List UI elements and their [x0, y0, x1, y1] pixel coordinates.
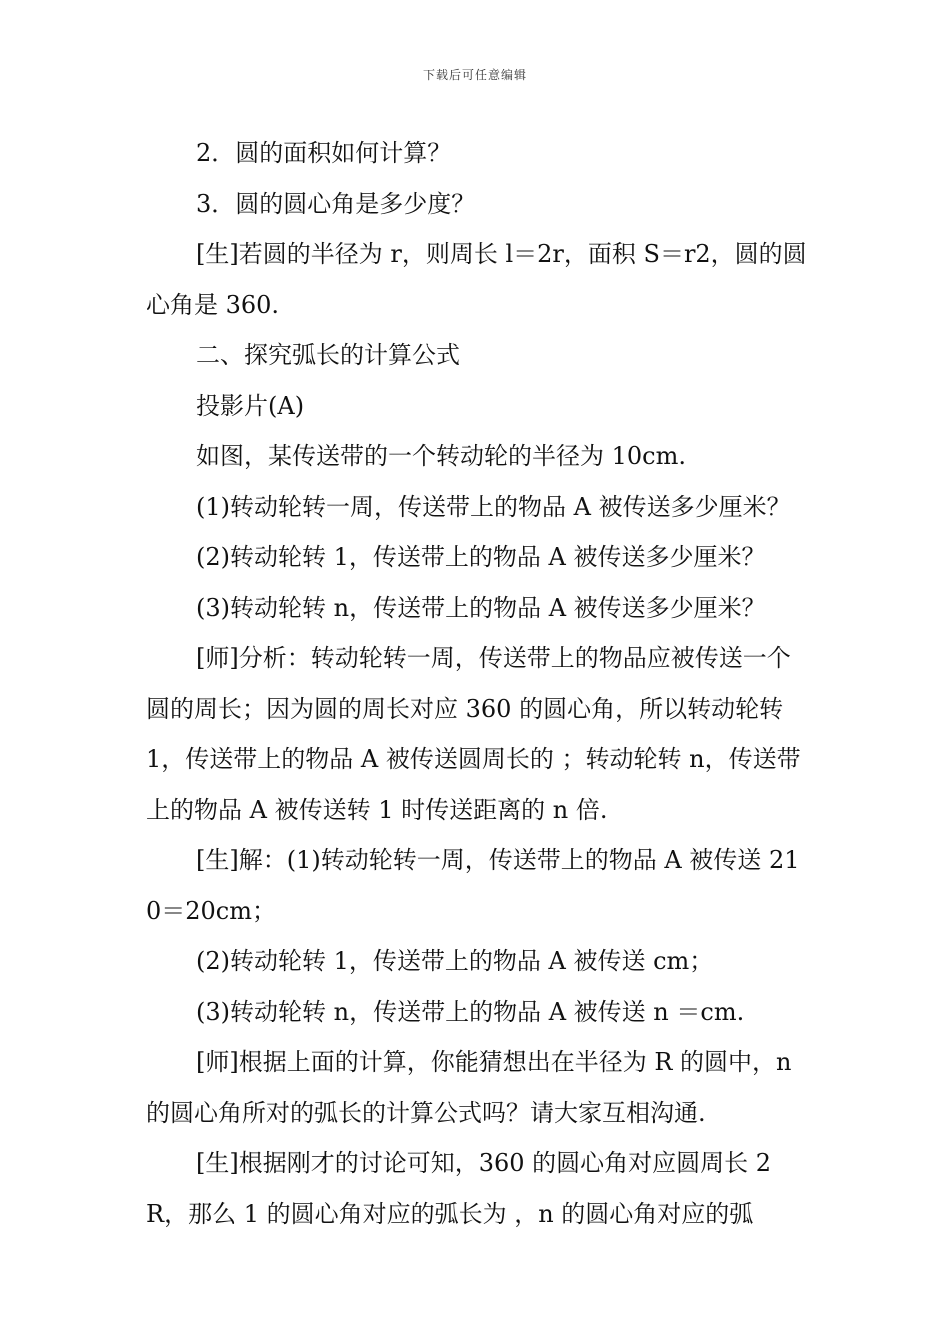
paragraph: 3．圆的圆心角是多少度？ [196, 189, 476, 218]
page-header-note: 下载后可任意编辑 [422, 68, 527, 82]
paragraph: 2．圆的面积如何计算？ [196, 139, 452, 167]
paragraph: 投影片(A) [196, 391, 305, 420]
paragraph: [师]根据上面的计算，你能猜想出在半径为 R 的圆中，n 的圆心角所对的弧长的计算公式吗？请大家互相沟通. [146, 1048, 792, 1127]
paragraph: [生]解：(1)转动轮转一周，传送带上的物品 A 被传送 210＝20cm； [146, 846, 800, 925]
paragraph: [生]根据刚才的讨论可知，360 的圆心角对应圆周长 2R，那么 1 的圆心角对应的弧长为 ，n 的圆心角对应的弧 [146, 1149, 772, 1228]
question-item: (3)转动轮转 n，传送带上的物品 A 被传送多少厘米？ [196, 593, 766, 622]
section-heading: 二、探究弧长的计算公式 [196, 341, 460, 369]
paragraph: [生]若圆的半径为 r，则周长 l＝2r，面积 S＝r2，圆的圆心角是 360. [146, 240, 807, 319]
answer-item: (2)转动轮转 1，传送带上的物品 A 被传送 cm； [196, 947, 714, 975]
paragraph: 如图，某传送带的一个转动轮的半径为 10cm. [196, 442, 686, 470]
question-item: (1)转动轮转一周，传送带上的物品 A 被传送多少厘米？ [196, 492, 791, 521]
document-body [146, 128, 810, 1239]
paragraph: [师]分析：转动轮转一周，传送带上的物品应被传送一个圆的周长；因为圆的周长对应 360 的圆心角，所以转动轮转 1，传送带上的物品 A 被传送圆周长的 ；转动轮转 n，传送带上的物品 A 被传送转 1 时传送距离的 n 倍. [146, 644, 801, 824]
question-item: (2)转动轮转 1，传送带上的物品 A 被传送多少厘米？ [196, 543, 766, 571]
answer-item: (3)转动轮转 n，传送带上的物品 A 被传送 n ＝cm. [196, 997, 745, 1026]
